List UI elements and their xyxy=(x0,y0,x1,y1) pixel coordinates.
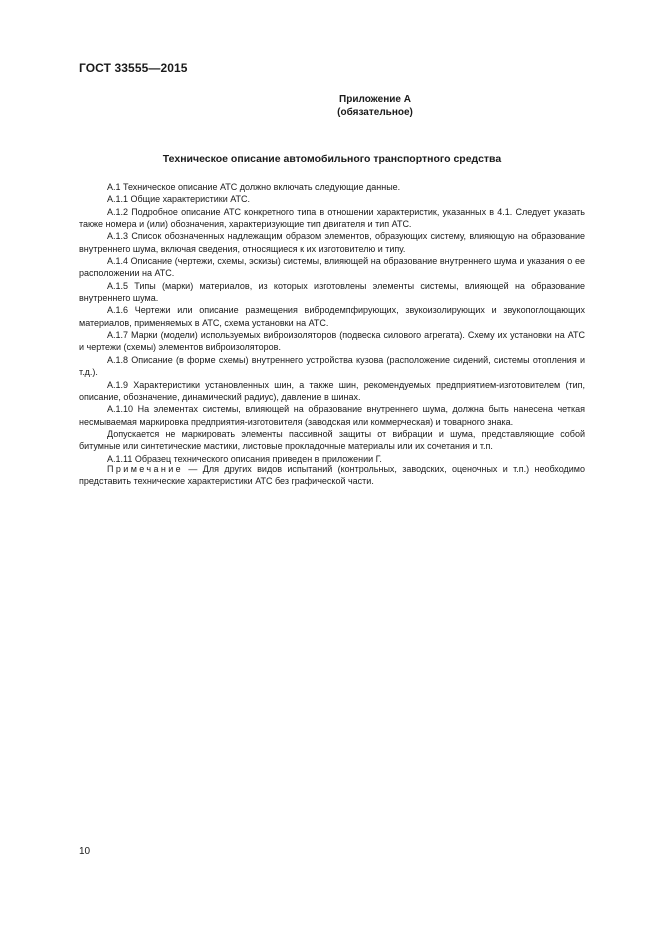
paragraph-a1-6: А.1.6 Чертежи или описание размещения вибродемпфирующих, звукоизолирующих и звукопоглощающих материалов, применяемых в АТС, схема установки на АТС. xyxy=(79,305,585,328)
note-block xyxy=(79,463,585,488)
section-title: Техническое описание автомобильного транспортного средства xyxy=(162,153,502,165)
body-text xyxy=(79,181,585,465)
paragraph-a1-2: А.1.2 Подробное описание АТС конкретного типа в отношении характеристик, указанных в 4.1. Следует указать также номера и (или) обозначения, характеризующие тип двигателя и тип АТС. xyxy=(79,206,585,230)
paragraph-exemption: Допускается не маркировать элементы пассивной защиты от вибрации и шума, представляющие собой битумные или синтетические мастики, листовые прокладочные материалы или их сочетания и т.п. xyxy=(79,428,585,452)
standard-code: ГОСТ 33555—2015 xyxy=(79,61,188,75)
paragraph-a1-3: А.1.3 Список обозначенных надлежащим образом элементов, образующих систему, влияющую на образование внутреннего шума, включая сведения, относящиеся к их изготовителю и типу. xyxy=(79,231,585,254)
appendix-title: Приложение А xyxy=(339,94,411,105)
paragraph-a1-8: А.1.8 Описание (в форме схемы) внутреннего устройства кузова (расположение сидений, системы отопления и т.д.). xyxy=(79,354,585,378)
note-text: — Для других видов испытаний (контрольных, заводских, оценочных и т.п.) необходимо представить технические характеристики АТС без графической части. xyxy=(79,464,585,487)
page-number: 10 xyxy=(79,846,91,857)
appendix-status: (обязательное) xyxy=(337,107,413,118)
paragraph-a1-9: А.1.9 Характеристики установленных шин, а также шин, рекомендуемых предприятием-изготовителем (тип, описание, обозначение, динамический радиус), давление в шинах. xyxy=(79,379,585,402)
note-label: Примечание xyxy=(107,464,184,474)
appendix-heading xyxy=(250,93,500,119)
paragraph-a1-7: А.1.7 Марки (модели) используемых виброизоляторов (подвеска силового агрегата). Схему их установки на АТС и чертежи (схемы) элементов виброизоляторов. xyxy=(79,330,585,353)
paragraph-a1-5: А.1.5 Типы (марки) материалов, из которых изготовлены элементы системы, влияющей на образование внутреннего шума. xyxy=(79,280,585,304)
paragraph-a1-1: А.1.1 Общие характеристики АТС. xyxy=(107,194,251,205)
note-paragraph xyxy=(79,463,585,488)
paragraph-a1-10: А.1.10 На элементах системы, влияющей на образование внутреннего шума, должна быть нанесена четкая несмываемая маркировка предприятия-изготовителя (заводская или коммерческая) и товарного знака. xyxy=(79,404,585,427)
paragraph-a1-11: А.1.11 Образец технического описания приведен в приложении Г. xyxy=(107,453,382,464)
paragraph-a1-4: А.1.4 Описание (чертежи, схемы, эскизы) системы, влияющей на образование внутреннего шума и указания о ее расположении на АТС. xyxy=(79,256,585,279)
paragraph-a1: А.1 Техническое описание АТС должно включать следующие данные. xyxy=(107,182,401,192)
